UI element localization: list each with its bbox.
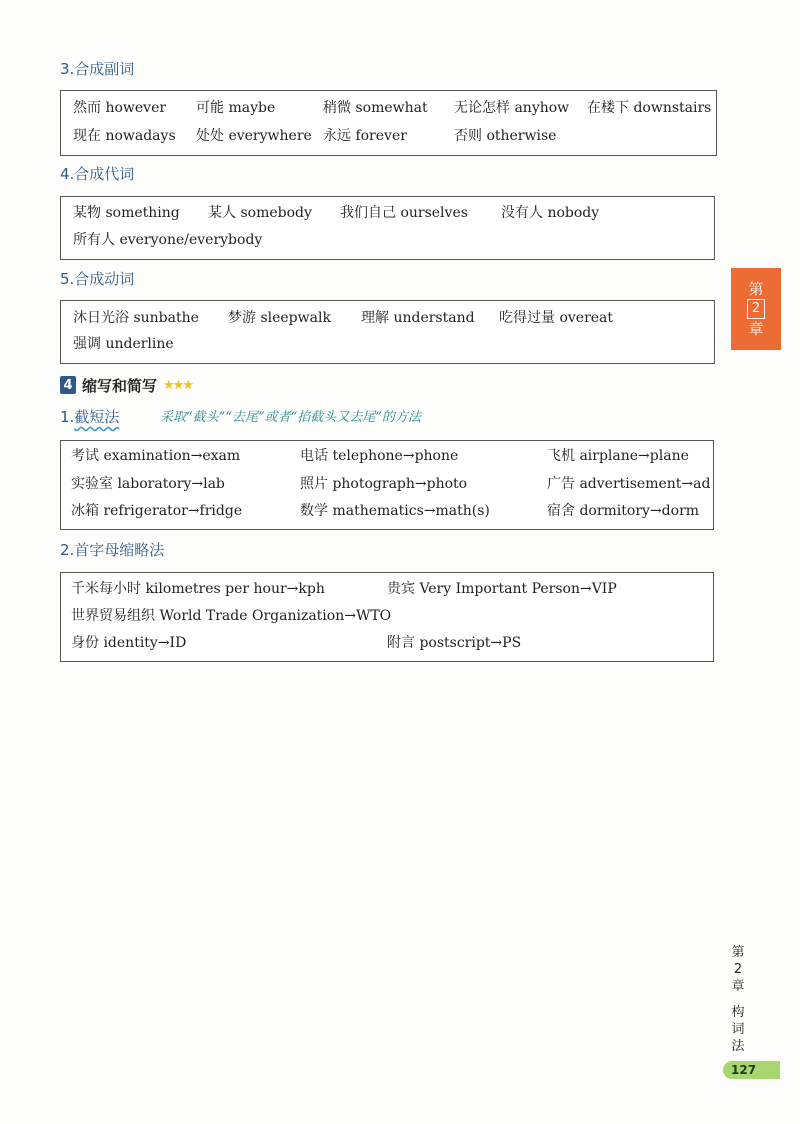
word-entry: 理解 understand <box>361 310 475 326</box>
clipping-box <box>60 440 714 530</box>
chapter-tab-number: 2 <box>747 299 765 319</box>
word-entry: 吃得过量 overeat <box>499 310 614 326</box>
table-row <box>61 333 714 355</box>
section-number-badge: 4 <box>60 376 76 394</box>
chapter-side-tab <box>731 268 781 350</box>
footer-char: 法 <box>731 1039 745 1054</box>
word-entry: 世界贸易组织 World Trade Organization→WTO <box>71 608 392 624</box>
word-entry: 数学 mathematics→math(s) <box>300 503 490 519</box>
table-row <box>61 202 714 224</box>
compound-adverbs-box <box>60 90 717 156</box>
heading-clipping-prefix: 1. <box>60 408 75 426</box>
footer-char: 章 <box>731 979 745 994</box>
heading-clipping <box>60 406 119 427</box>
table-row <box>61 97 716 119</box>
footer-char: 词 <box>731 1022 745 1037</box>
page-number: 127 <box>723 1061 780 1079</box>
chapter-tab-top: 第 <box>748 280 764 298</box>
heading-clipping-term: 截短法 <box>74 408 120 426</box>
word-entry: 某物 something <box>73 205 180 221</box>
word-entry: 附言 postscript→PS <box>387 635 522 651</box>
heading-compound-verbs: 5.合成动词 <box>60 270 135 288</box>
word-entry: 无论怎样 anyhow <box>454 100 570 116</box>
star-rating-icon: ★★★ <box>163 377 192 393</box>
heading-compound-adverbs: 3.合成副词 <box>60 60 135 78</box>
section-title: 缩写和简写 <box>82 376 158 395</box>
word-entry: 稍微 somewhat <box>323 100 428 116</box>
footer-char: 2 <box>733 962 743 977</box>
word-entry: 广告 advertisement→ad <box>547 476 711 492</box>
table-row <box>61 500 713 522</box>
word-entry: 梦游 sleepwalk <box>228 310 331 326</box>
word-entry: 贵宾 Very Important Person→VIP <box>387 581 617 597</box>
footer-char: 第 <box>731 945 745 960</box>
table-row <box>61 473 713 495</box>
word-entry: 某人 somebody <box>208 205 312 221</box>
table-row <box>61 578 713 600</box>
word-entry: 然而 however <box>73 100 167 116</box>
word-entry: 强调 underline <box>73 336 174 352</box>
section-abbreviation-heading <box>60 374 192 396</box>
word-entry: 实验室 laboratory→lab <box>71 476 225 492</box>
word-entry: 飞机 airplane→plane <box>547 448 689 464</box>
word-entry: 身份 identity→ID <box>71 635 187 651</box>
word-entry: 永远 forever <box>323 128 407 144</box>
word-entry: 千米每小时 kilometres per hour→kph <box>71 581 325 597</box>
word-entry: 现在 nowadays <box>73 128 176 144</box>
footer-chapter-label <box>728 944 748 1055</box>
word-entry: 否则 otherwise <box>454 128 557 144</box>
compound-pronouns-box <box>60 196 715 260</box>
initialism-box <box>60 572 714 662</box>
footer-char: 构 <box>731 1005 745 1020</box>
table-row <box>61 632 713 654</box>
word-entry: 我们自己 ourselves <box>340 205 468 221</box>
table-row <box>61 125 716 147</box>
table-row <box>61 229 714 251</box>
word-entry: 冰箱 refrigerator→fridge <box>71 503 243 519</box>
word-entry: 电话 telephone→phone <box>300 448 459 464</box>
word-entry: 没有人 nobody <box>501 205 600 221</box>
table-row <box>61 307 714 329</box>
word-entry: 可能 maybe <box>196 100 276 116</box>
table-row <box>61 445 713 467</box>
word-entry: 沐日光浴 sunbathe <box>73 310 199 326</box>
word-entry: 处处 everywhere <box>196 128 312 144</box>
word-entry: 在楼下 downstairs <box>587 100 712 116</box>
compound-verbs-box <box>60 300 715 364</box>
word-entry: 照片 photograph→photo <box>300 476 468 492</box>
word-entry: 考试 examination→exam <box>71 448 241 464</box>
chapter-tab-bottom: 章 <box>748 320 764 338</box>
heading-initialism: 2.首字母缩略法 <box>60 541 165 559</box>
table-row <box>61 605 713 627</box>
handwritten-note: 采取“截头”“去尾”或者“掐截头又去尾”的方法 <box>160 410 421 425</box>
word-entry: 宿舍 dormitory→dorm <box>547 503 700 519</box>
word-entry: 所有人 everyone/everybody <box>73 232 263 248</box>
heading-compound-pronouns: 4.合成代词 <box>60 165 135 183</box>
